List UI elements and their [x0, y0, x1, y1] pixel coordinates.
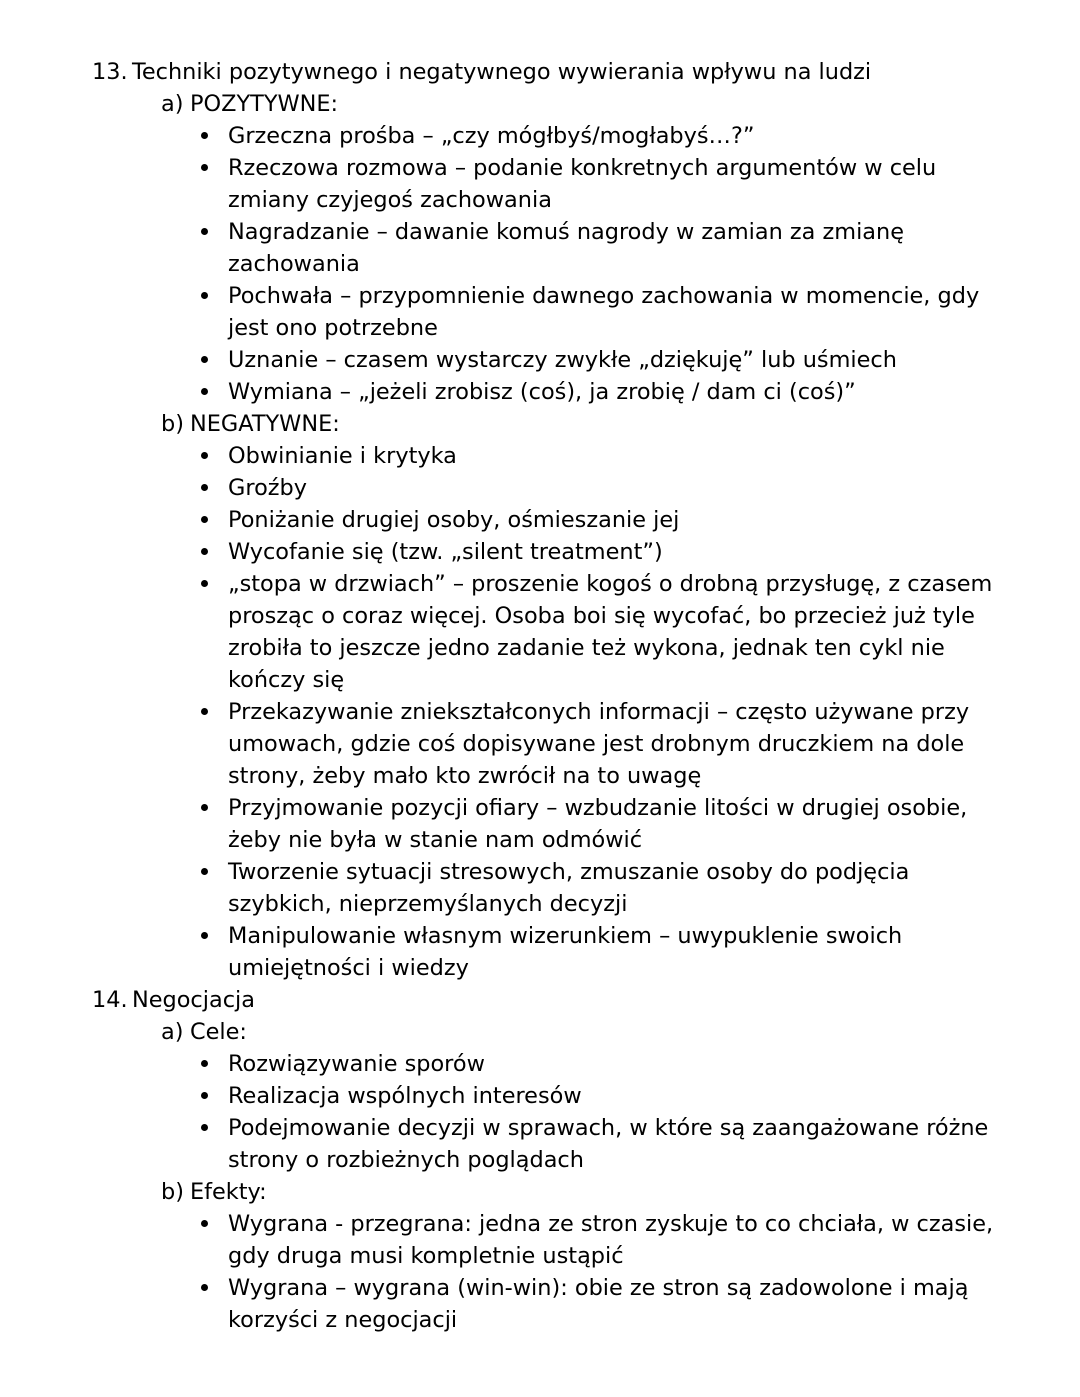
bullet-item — [201, 280, 1002, 344]
bullet-text: Przekazywanie zniekształconych informacji – często używane przy umowach, gdzie coś dopisywane jest drobnym druczkiem na dole strony, żeby mało kto zwrócił na to uwagę — [228, 699, 970, 789]
bullet-dot-icon — [201, 1220, 208, 1227]
bullet-item — [201, 504, 1002, 536]
bullet-list — [201, 120, 1002, 408]
bullet-dot-icon — [201, 708, 208, 715]
bullet-dot-icon — [201, 388, 208, 395]
letter-marker: a) — [161, 1019, 184, 1045]
numbered-section — [92, 984, 1002, 1336]
bullet-text: Nagradzanie – dawanie komuś nagrody w zamian za zmianę zachowania — [228, 219, 904, 277]
bullet-item — [201, 856, 1002, 920]
bullet-text: Podejmowanie decyzji w sprawach, w które są zaangażowane różne strony o rozbieżnych poglądach — [228, 1115, 989, 1173]
section-title: Techniki pozytywnego i negatywnego wywierania wpływu na ludzi — [132, 59, 872, 85]
bullet-text: Poniżanie drugiej osoby, ośmieszanie jej — [228, 507, 680, 533]
section-number: 14. — [92, 987, 128, 1013]
bullet-dot-icon — [201, 1092, 208, 1099]
bullet-item — [201, 1048, 1002, 1080]
bullet-dot-icon — [201, 292, 208, 299]
bullet-dot-icon — [201, 356, 208, 363]
bullet-item — [201, 536, 1002, 568]
bullet-text: Przyjmowanie pozycji ofiary – wzbudzanie litości w drugiej osobie, żeby nie była w stanie nam odmówić — [228, 795, 968, 853]
bullet-text: Obwinianie i krytyka — [228, 443, 457, 469]
bullet-item — [201, 120, 1002, 152]
bullet-item — [201, 376, 1002, 408]
letter-marker: a) — [161, 91, 184, 117]
bullet-item — [201, 152, 1002, 216]
letter-marker: b) — [161, 1179, 184, 1205]
bullet-dot-icon — [201, 484, 208, 491]
lettered-list — [132, 1016, 1002, 1336]
bullet-item — [201, 568, 1002, 696]
bullet-list — [201, 1208, 1002, 1336]
bullet-dot-icon — [201, 580, 208, 587]
bullet-text: Tworzenie sytuacji stresowych, zmuszanie osoby do podjęcia szybkich, nieprzemyślanych decyzji — [228, 859, 910, 917]
lettered-item — [161, 1176, 1002, 1208]
bullet-text: Wygrana - przegrana: jedna ze stron zyskuje to co chciała, w czasie, gdy druga musi kompletnie ustąpić — [228, 1211, 994, 1269]
section-title: Negocjacja — [132, 987, 255, 1013]
bullet-list — [201, 440, 1002, 984]
bullet-text: Realizacja wspólnych interesów — [228, 1083, 582, 1109]
bullet-dot-icon — [201, 1060, 208, 1067]
lettered-item-title: Cele: — [190, 1019, 247, 1045]
bullet-text: Grzeczna prośba – „czy mógłbyś/mogłabyś…?” — [228, 123, 755, 149]
lettered-item — [161, 1016, 1002, 1048]
bullet-item — [201, 792, 1002, 856]
bullet-text: Pochwała – przypomnienie dawnego zachowania w momencie, gdy jest ono potrzebne — [228, 283, 980, 341]
lettered-item-title: NEGATYWNE: — [190, 411, 340, 437]
bullet-dot-icon — [201, 804, 208, 811]
bullet-item — [201, 920, 1002, 984]
bullet-item — [201, 1080, 1002, 1112]
bullet-item — [201, 1272, 1002, 1336]
lettered-list — [132, 88, 1002, 984]
bullet-dot-icon — [201, 132, 208, 139]
bullet-dot-icon — [201, 228, 208, 235]
bullet-item — [201, 344, 1002, 376]
bullet-item — [201, 440, 1002, 472]
section-number: 13. — [92, 59, 128, 85]
bullet-item — [201, 216, 1002, 280]
lettered-item — [161, 408, 1002, 440]
lettered-item-title: POZYTYWNE: — [190, 91, 339, 117]
bullet-text: Uznanie – czasem wystarczy zwykłe „dziękuję” lub uśmiech — [228, 347, 897, 373]
bullet-dot-icon — [201, 452, 208, 459]
bullet-dot-icon — [201, 548, 208, 555]
document-body — [92, 56, 1002, 1336]
bullet-text: Manipulowanie własnym wizerunkiem – uwypuklenie swoich umiejętności i wiedzy — [228, 923, 903, 981]
bullet-text: Wygrana – wygrana (win-win): obie ze stron są zadowolone i mają korzyści z negocjacji — [228, 1275, 969, 1333]
bullet-item — [201, 472, 1002, 504]
bullet-dot-icon — [201, 516, 208, 523]
bullet-text: Wymiana – „jeżeli zrobisz (coś), ja zrobię / dam ci (coś)” — [228, 379, 856, 405]
bullet-dot-icon — [201, 1284, 208, 1291]
bullet-dot-icon — [201, 932, 208, 939]
bullet-list — [201, 1048, 1002, 1176]
bullet-item — [201, 1112, 1002, 1176]
bullet-text: „stopa w drzwiach” – proszenie kogoś o drobną przysługę, z czasem prosząc o coraz więcej. Osoba boi się wycofać, bo przecież już tyle zrobiła to jeszcze jedno zadanie też wykona, jednak ten cykl nie kończy się — [228, 571, 993, 693]
bullet-text: Rzeczowa rozmowa – podanie konkretnych argumentów w celu zmiany czyjegoś zachowania — [228, 155, 937, 213]
bullet-dot-icon — [201, 1124, 208, 1131]
letter-marker: b) — [161, 411, 184, 437]
bullet-dot-icon — [201, 868, 208, 875]
bullet-text: Groźby — [228, 475, 307, 501]
bullet-text: Rozwiązywanie sporów — [228, 1051, 485, 1077]
numbered-section — [92, 56, 1002, 984]
bullet-item — [201, 696, 1002, 792]
lettered-item — [161, 88, 1002, 120]
bullet-item — [201, 1208, 1002, 1272]
lettered-item-title: Efekty: — [190, 1179, 267, 1205]
bullet-dot-icon — [201, 164, 208, 171]
bullet-text: Wycofanie się (tzw. „silent treatment”) — [228, 539, 663, 565]
